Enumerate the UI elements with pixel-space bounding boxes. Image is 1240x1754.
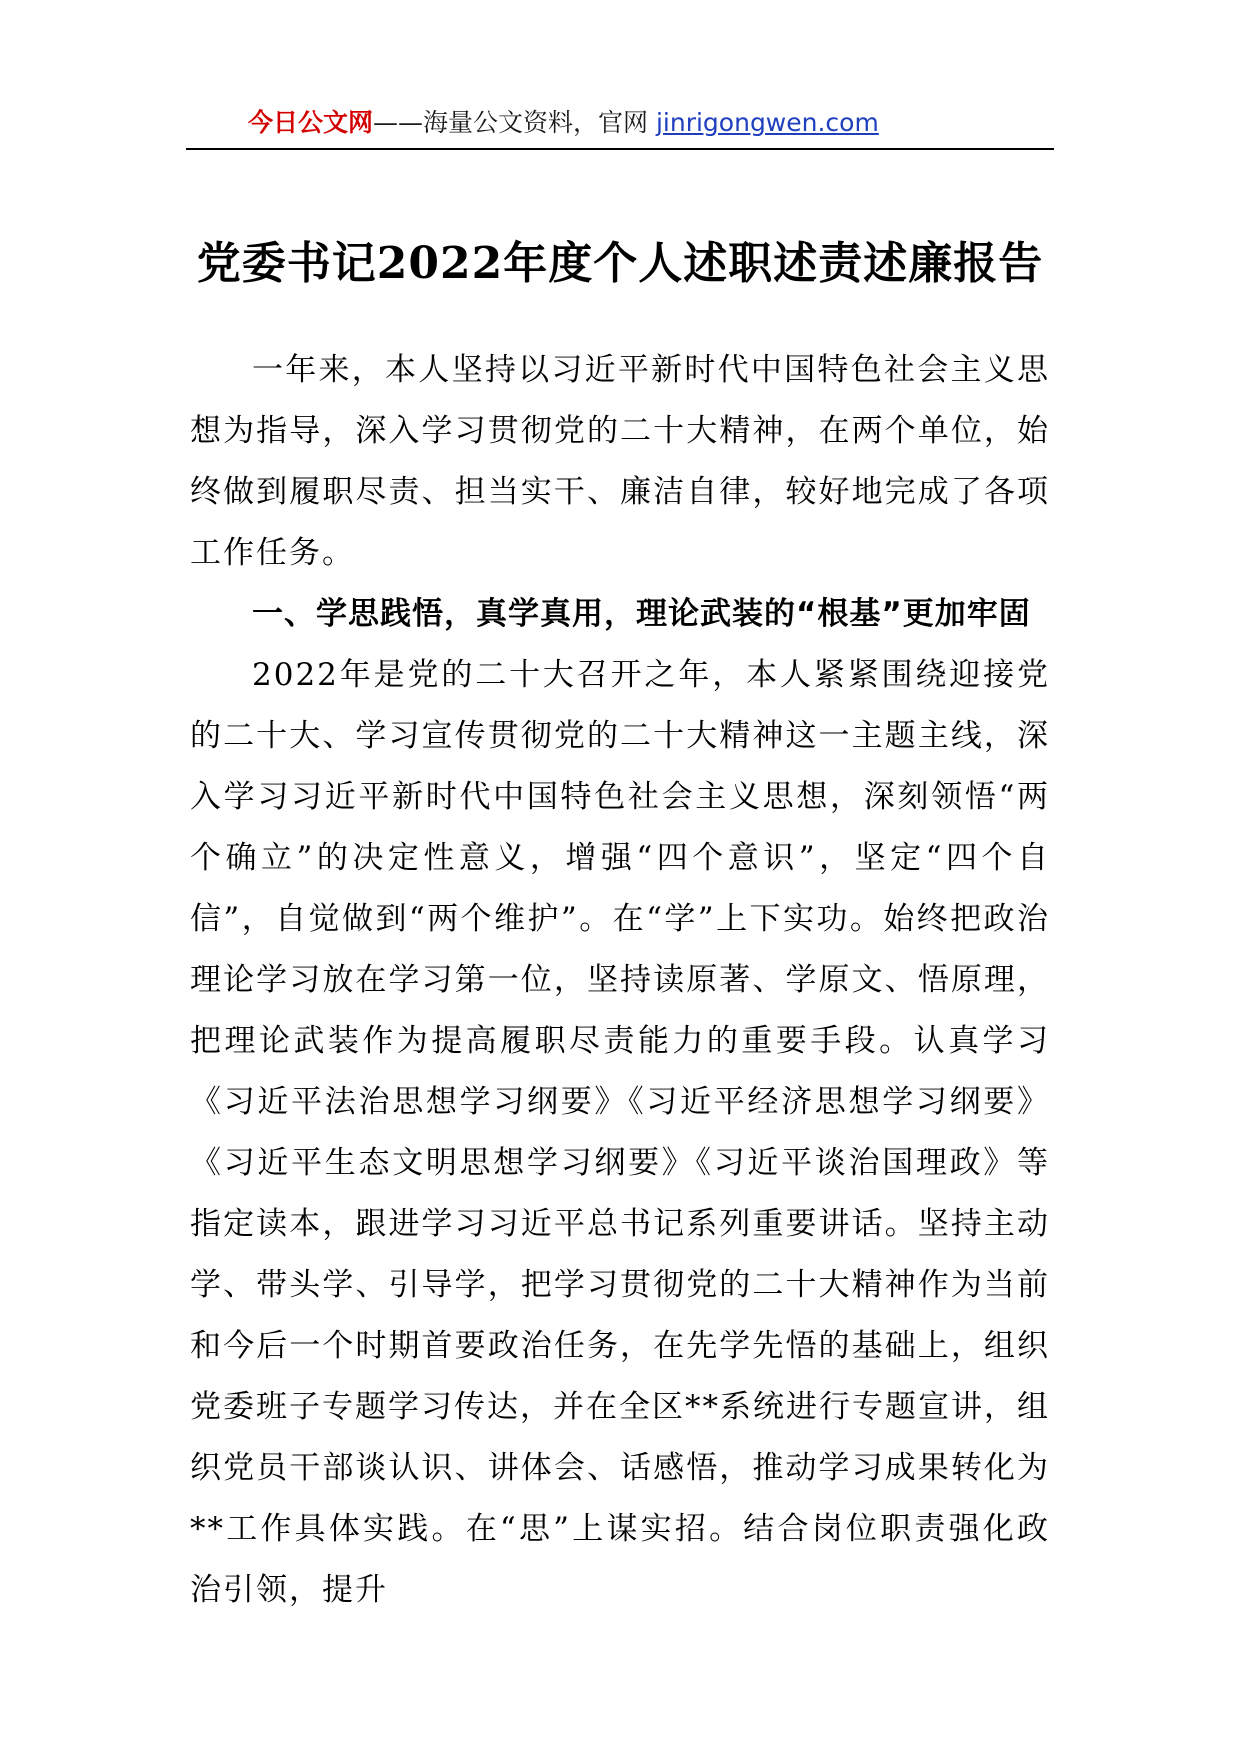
intro-paragraph: 一年来，本人坚持以习近平新时代中国特色社会主义思想为指导，深入学习贯彻党的二十大精神，在两个单位，始终做到履职尽责、担当实干、廉洁自律，较好地完成了各项工作任务。 <box>190 352 1050 571</box>
section-heading: 一、学思践悟，真学真用，理论武装的“根基”更加牢固 <box>252 596 1031 632</box>
section-paragraph: 2022年是党的二十大召开之年，本人紧紧围绕迎接党的二十大、学习宣传贯彻党的二十大精神这一主题主线，深入学习习近平新时代中国特色社会主义思想，深刻领悟“两个确立”的决定性意义，增强“四个意识”，坚定“四个自信”，自觉做到“两个维护”。在“学”上下实功。始终把政治理论学习放在学习第一位，坚持读原著、学原文、悟原理，把理论武装作为提高履职尽责能力的重要手段。认真学习《习近平法治思想学习纲要》《习近平经济思想学习纲要》《习近平生态文明思想学习纲要》《习近平谈治国理政》等指定读本，跟进学习习近平总书记系列重要讲话。坚持主动学、带头学、引导学，把学习贯彻党的二十大精神作为当前和今后一个时期首要政治任务，在先学先悟的基础上，组织党委班子专题学习传达，并在全区**系统进行专题宣讲，组织党员干部谈认识、讲体会、话感悟，推动学习成果转化为**工作具体实践。在“思”上谋实招。结合岗位职责强化政治引领，提升 <box>190 657 1050 1608</box>
page-header <box>186 100 1054 150</box>
header-text <box>248 106 879 140</box>
header-divider <box>186 148 1054 150</box>
brand-name: 今日公文网 <box>248 108 374 137</box>
site-link[interactable]: jinrigongwen.com <box>655 108 879 137</box>
header-slogan: ——海量公文资料，官网 <box>373 108 656 137</box>
document-body <box>190 340 1050 1621</box>
document-title: 党委书记2022年度个人述职述责述廉报告 <box>196 238 1044 290</box>
